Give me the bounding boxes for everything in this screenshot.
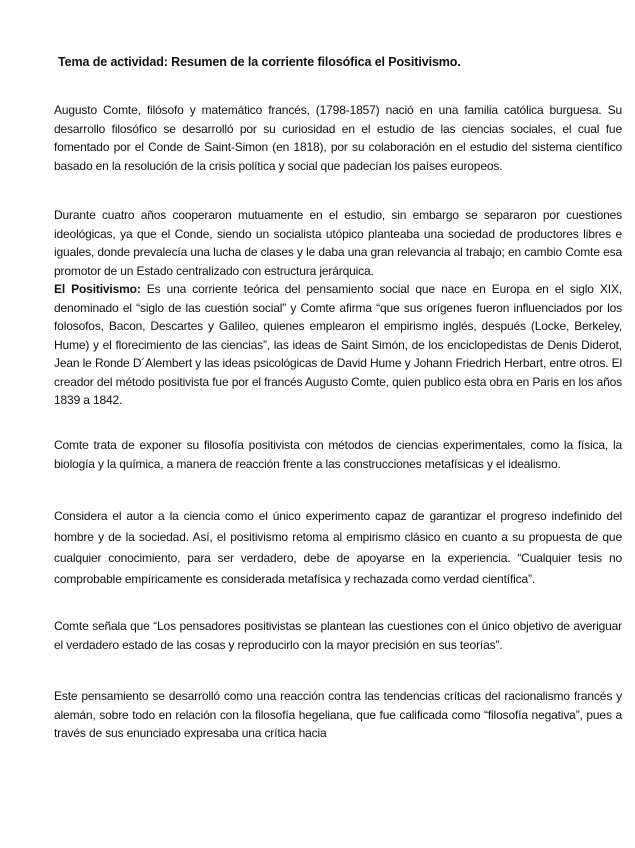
document-title: Tema de actividad: Resumen de la corriente filosófica el Positivismo. [58,55,461,69]
paragraph-cooperation-text: Durante cuatro años cooperaron mutuamente en el estudio, sin embargo se separaron por cuestiones ideológicas, ya que el Conde, siendo un socialista utópico planteaba una sociedad de productores libres e iguales, donde prevalecía una lucha de clases y le daba una gran relevancia al trabajo; en cambio Comte esa promotor de un Estado centralizado con estructura jerárquica. [54,208,622,278]
paragraph-science-progress: Considera el autor a la ciencia como el único experimento capaz de garantizar el progreso indefinido del hombre y de la sociedad. Así, el positivismo retoma al empirismo clásico en cuanto a su propuesta de que cualquier conocimiento, para ser verdadero, debe de apoyarse en la experiencia. “Cualquier tesis no comprobable empíricamente es considerada metafísica y rechazada como verdad científica”. [54,509,622,586]
paragraph-reaction: Este pensamiento se desarrolló como una reacción contra las tendencias críticas del racionalismo francés y alemán, sobre todo en relación con la filosofía hegeliana, que fue calificada como “filosofía negativa”, pues a través de sus enunciado expresaba una crítica hacia [54,689,622,740]
positivismo-label: El Positivismo: [54,282,141,296]
paragraph-experimental-methods: Comte trata de exponer su filosofía positivista con métodos de ciencias experimentales, como la física, la biología y la química, a manera de reacción frente a las construcciones metafísicas y el idealismo. [54,438,622,471]
paragraph-cooperation [54,206,622,410]
paragraph-comte-quote: Comte señala que “Los pensadores positivistas se plantean las cuestiones con el único objetivo de averiguar el verdadero estado de las cosas y reproducirlo con la mayor precisión en sus teorías”. [54,619,622,652]
paragraph-comte-biography: Augusto Comte, filósofo y matemático francés, (1798-1857) nació en una familia católica burguesa. Su desarrollo filosófico se desarrolló por su curiosidad en el estudio de las ciencias sociales, el cual fue fomentado por el Conde de Saint-Simon (en 1818), por su colaboración en el estudio del sistema científico basado en la resolución de la crisis política y social que padecían los países europeos. [54,103,622,173]
positivismo-definition: Es una corriente teórica del pensamiento social que nace en Europa en el siglo XIX, denominado el “siglo de las cuestión social” y Comte afirma “que sus orígenes fueron influenciados por los folosofos, Bacon, Descartes y Galileo, quienes emplearon el empirismo inglés, después (Locke, Berkeley, Hume) y el florecimiento de las ciencias”, las ideas de Saint Simón, de los enciclopedistas de Denis Diderot, Jean le Ronde D´Alembert y las ideas psicológicas de David Hume y Johann Friedrich Herbart, entre otros. El creador del método positivista fue por el francés Augusto Comte, quien publico esta obra en Paris en los años 1839 a 1842. [54,282,622,407]
